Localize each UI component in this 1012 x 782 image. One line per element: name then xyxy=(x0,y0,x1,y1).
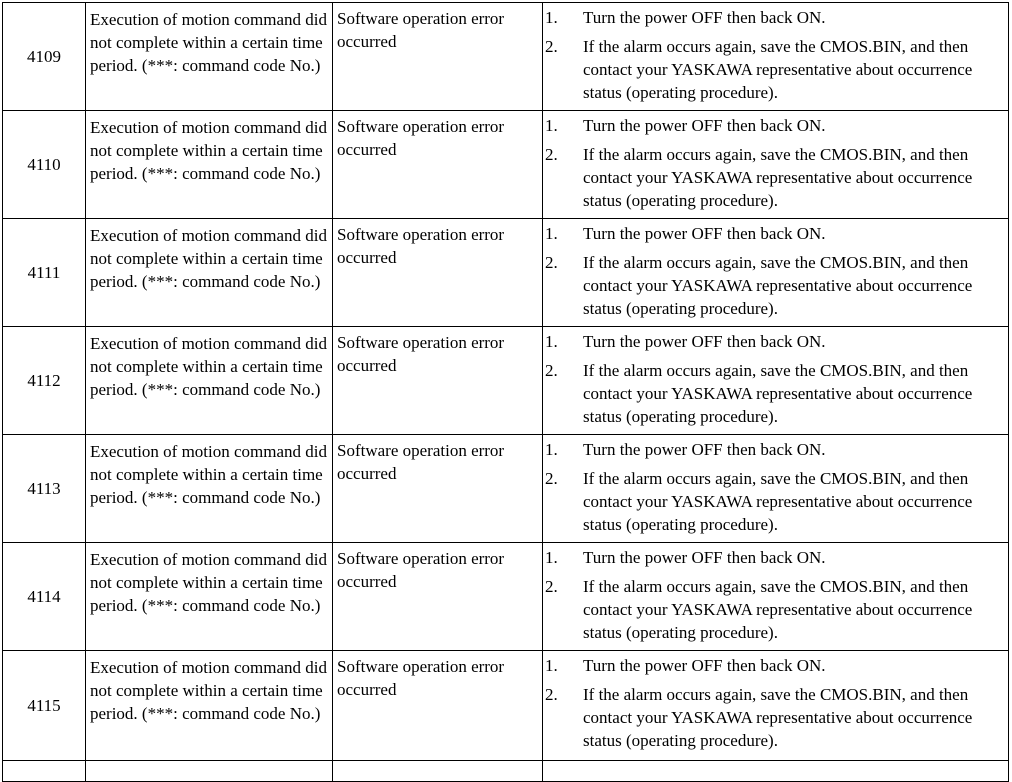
step-text: Turn the power OFF then back ON. xyxy=(583,332,826,351)
table-row-cut-off xyxy=(3,761,1009,782)
remedy-step xyxy=(545,6,1002,29)
alarm-remedy xyxy=(543,111,1009,219)
alarm-code: 4112 xyxy=(3,327,86,435)
alarm-table-body xyxy=(3,3,1009,782)
remedy-step xyxy=(545,467,1002,536)
step-text: If the alarm occurs again, save the CMOS.BIN, and then contact your YASKAWA representative about occurrence status (operating procedure). xyxy=(583,145,973,210)
step-text: If the alarm occurs again, save the CMOS.BIN, and then contact your YASKAWA representative about occurrence status (operating procedure). xyxy=(583,37,973,102)
alarm-code: 4113 xyxy=(3,435,86,543)
alarm-remedy xyxy=(543,327,1009,435)
table-cell xyxy=(543,761,1009,782)
alarm-message: Execution of motion command did not complete within a certain time period. (***: command code No.) xyxy=(86,543,333,651)
remedy-step xyxy=(545,359,1002,428)
step-number: 2. xyxy=(545,361,558,380)
alarm-message: Execution of motion command did not complete within a certain time period. (***: command code No.) xyxy=(86,327,333,435)
step-text: If the alarm occurs again, save the CMOS.BIN, and then contact your YASKAWA representative about occurrence status (operating procedure). xyxy=(583,685,973,750)
alarm-cause: Software operation error occurred xyxy=(333,435,543,543)
table-row xyxy=(3,327,1009,435)
alarm-message: Execution of motion command did not complete within a certain time period. (***: command code No.) xyxy=(86,219,333,327)
alarm-code: 4115 xyxy=(3,651,86,761)
step-text: If the alarm occurs again, save the CMOS.BIN, and then contact your YASKAWA representative about occurrence status (operating procedure). xyxy=(583,361,973,426)
alarm-cause: Software operation error occurred xyxy=(333,327,543,435)
alarm-message: Execution of motion command did not complete within a certain time period. (***: command code No.) xyxy=(86,435,333,543)
table-row xyxy=(3,435,1009,543)
remedy-step xyxy=(545,654,1002,677)
remedy-step xyxy=(545,546,1002,569)
alarm-cause: Software operation error occurred xyxy=(333,651,543,761)
step-text: Turn the power OFF then back ON. xyxy=(583,224,826,243)
step-number: 2. xyxy=(545,469,558,488)
remedy-step xyxy=(545,222,1002,245)
step-text: If the alarm occurs again, save the CMOS.BIN, and then contact your YASKAWA representative about occurrence status (operating procedure). xyxy=(583,577,973,642)
step-text: If the alarm occurs again, save the CMOS.BIN, and then contact your YASKAWA representative about occurrence status (operating procedure). xyxy=(583,253,973,318)
step-number: 2. xyxy=(545,145,558,164)
alarm-code: 4110 xyxy=(3,111,86,219)
step-number: 2. xyxy=(545,253,558,272)
step-number: 2. xyxy=(545,685,558,704)
remedy-step xyxy=(545,114,1002,137)
alarm-remedy xyxy=(543,543,1009,651)
table-cell xyxy=(3,761,86,782)
step-number: 1. xyxy=(545,224,558,243)
alarm-cause: Software operation error occurred xyxy=(333,219,543,327)
step-number: 1. xyxy=(545,8,558,27)
alarm-remedy xyxy=(543,3,1009,111)
remedy-step xyxy=(545,35,1002,104)
alarm-table xyxy=(2,2,1009,782)
step-number: 1. xyxy=(545,548,558,567)
remedy-step xyxy=(545,330,1002,353)
table-cell xyxy=(86,761,333,782)
alarm-cause: Software operation error occurred xyxy=(333,543,543,651)
step-text: Turn the power OFF then back ON. xyxy=(583,8,826,27)
alarm-message: Execution of motion command did not complete within a certain time period. (***: command code No.) xyxy=(86,651,333,761)
alarm-code: 4111 xyxy=(3,219,86,327)
alarm-message: Execution of motion command did not complete within a certain time period. (***: command code No.) xyxy=(86,111,333,219)
alarm-code: 4109 xyxy=(3,3,86,111)
table-cell xyxy=(333,761,543,782)
step-text: Turn the power OFF then back ON. xyxy=(583,656,826,675)
step-number: 1. xyxy=(545,440,558,459)
step-text: Turn the power OFF then back ON. xyxy=(583,440,826,459)
alarm-message: Execution of motion command did not complete within a certain time period. (***: command code No.) xyxy=(86,3,333,111)
table-row xyxy=(3,3,1009,111)
remedy-step xyxy=(545,438,1002,461)
table-row xyxy=(3,651,1009,761)
alarm-remedy xyxy=(543,651,1009,761)
table-row xyxy=(3,111,1009,219)
alarm-cause: Software operation error occurred xyxy=(333,3,543,111)
remedy-step xyxy=(545,683,1002,752)
remedy-step xyxy=(545,575,1002,644)
table-row xyxy=(3,219,1009,327)
step-text: Turn the power OFF then back ON. xyxy=(583,548,826,567)
step-text: Turn the power OFF then back ON. xyxy=(583,116,826,135)
step-text: If the alarm occurs again, save the CMOS.BIN, and then contact your YASKAWA representative about occurrence status (operating procedure). xyxy=(583,469,973,534)
alarm-code: 4114 xyxy=(3,543,86,651)
step-number: 1. xyxy=(545,116,558,135)
table-row xyxy=(3,543,1009,651)
remedy-step xyxy=(545,251,1002,320)
step-number: 2. xyxy=(545,37,558,56)
alarm-remedy xyxy=(543,435,1009,543)
step-number: 2. xyxy=(545,577,558,596)
alarm-cause: Software operation error occurred xyxy=(333,111,543,219)
alarm-remedy xyxy=(543,219,1009,327)
remedy-step xyxy=(545,143,1002,212)
step-number: 1. xyxy=(545,656,558,675)
step-number: 1. xyxy=(545,332,558,351)
